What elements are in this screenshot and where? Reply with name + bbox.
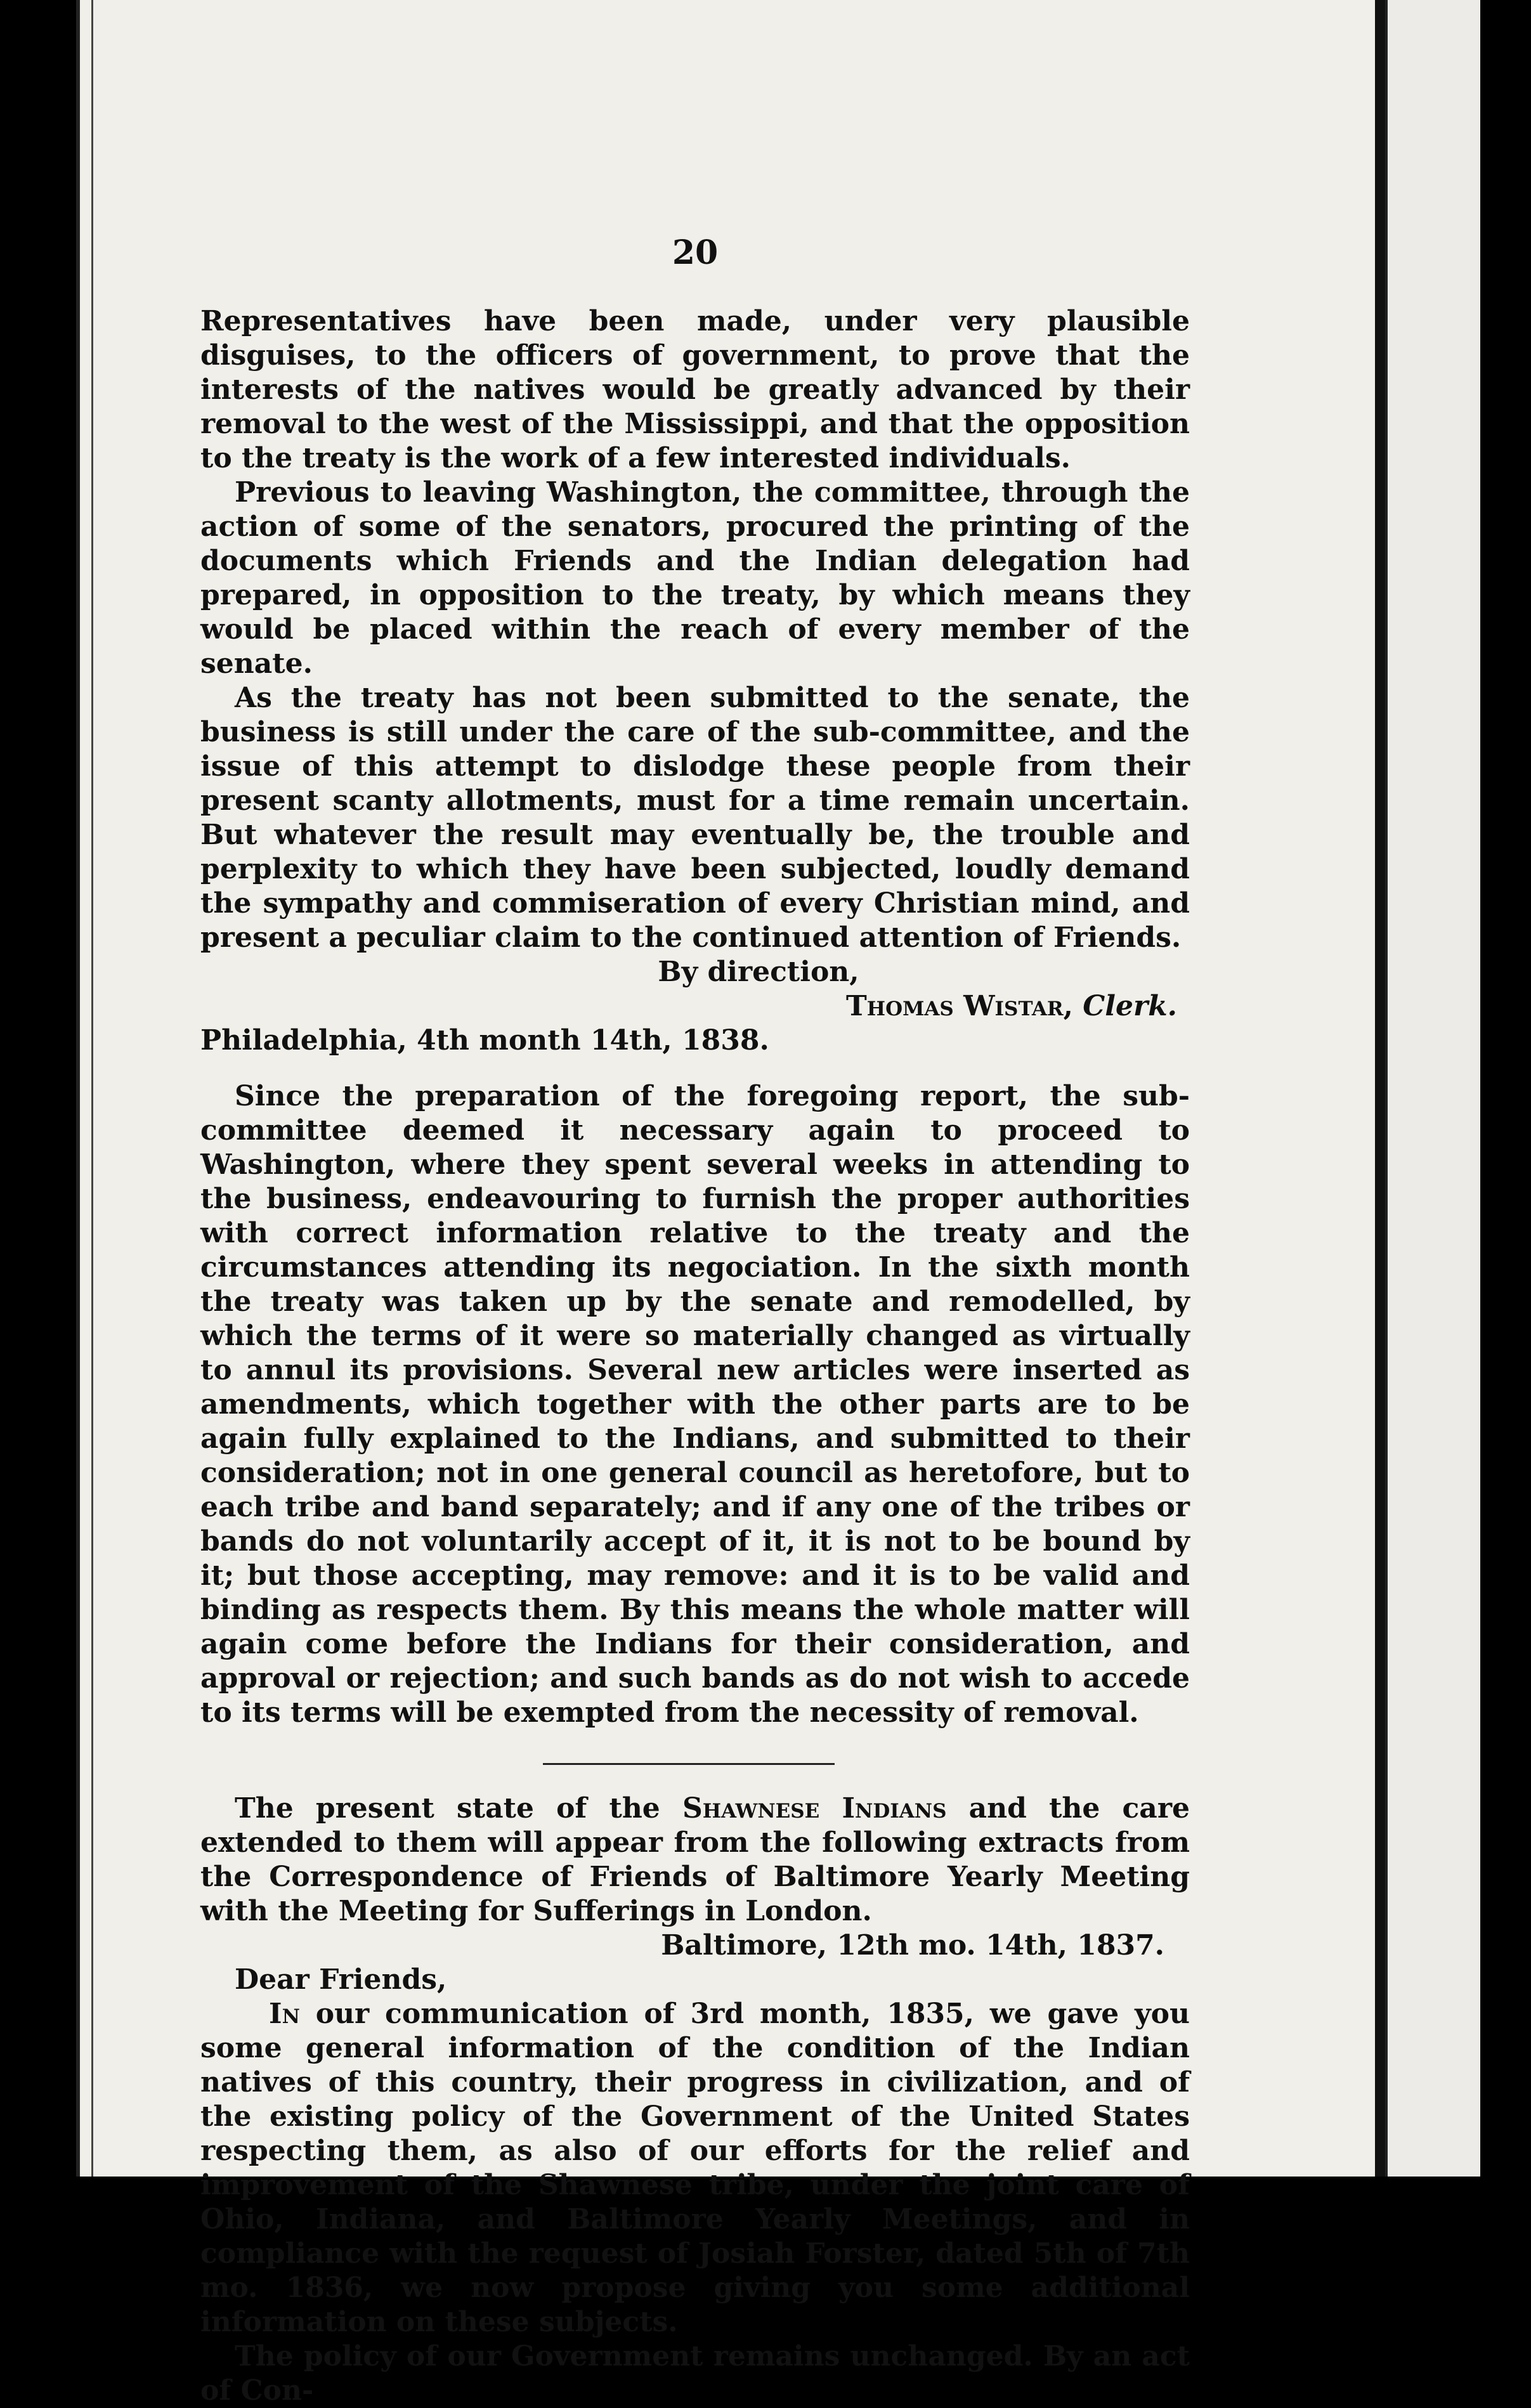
facing-page-edge xyxy=(1385,0,1480,2177)
by-direction: By direction, xyxy=(658,956,859,988)
paragraph-6-lead: In xyxy=(269,1998,300,2030)
paragraph-1: Representatives have been made, under very plausible disguises, to the officers of government, to prove that the interests of the natives would be greatly advanced by their removal to the west of the Mississippi, and that the opposition to the treaty is the work of a few interested individuals. xyxy=(200,305,1190,474)
paragraph-6 xyxy=(200,1997,1190,2340)
page-number: 20 xyxy=(672,233,719,272)
paragraph-2: Previous to leaving Washington, the committee, through the action of some of the senators, procured the printing of the documents which Friends and the Indian delegation had prepared, in opposition to the treaty, by which means they would be placed within the reach of every member of the senate. xyxy=(200,476,1190,680)
paragraph-5-text-a: The present state of the xyxy=(235,1792,682,1825)
paragraph-5 xyxy=(200,1792,1190,1929)
signature xyxy=(200,989,1190,1024)
section-divider xyxy=(543,1763,835,1765)
dateline: Philadelphia, 4th month 14th, 1838. xyxy=(200,1024,769,1057)
shawnese-indians: Shawnese Indians xyxy=(682,1792,947,1825)
page-gutter-line xyxy=(91,0,93,2177)
paragraph-5-text-b: and the care extended to them will appear from the following extracts from the Correspondence of Friends of Baltimore Yearly Meeting with the Meeting for Sufferings in London. xyxy=(200,1792,1190,1927)
paragraph-7: The policy of our Government remains unchanged. By an act of Con- xyxy=(200,2340,1190,2407)
page-text xyxy=(200,233,1190,2408)
salutation: Dear Friends, xyxy=(235,1963,447,1996)
paragraph-4: Since the preparation of the foregoing report, the sub-committee deemed it necessary again to proceed to Washington, where they spent several weeks in attending to the business, endeavouring to furnish the proper authorities with correct information relative to the treaty and the circumstances attending its negociation. In the sixth month the treaty was taken up by the senate and remodelled, by which the terms of it were so materially changed as virtually to annul its provisions. Several new articles were inserted as amendments, which together with the other parts are to be again fully explained to the Indians, and submitted to their consideration; not in one general council as heretofore, but to each tribe and band separately; and if any one of the tribes or bands do not voluntarily accept of it, it is not to be bound by it; but those accepting, may remove: and it is to be valid and binding as respects them. By this means the whole matter will again come before the Indians for their consideration, and approval or rejection; and such bands as do not wish to accede to its terms will be exempted from the necessity of removal. xyxy=(200,1080,1190,1729)
page-edge-shadow xyxy=(1375,0,1385,2177)
facing-page-rule xyxy=(1385,0,1388,2177)
letter-date: Baltimore, 12th mo. 14th, 1837. xyxy=(661,1929,1164,1962)
paragraph-3: As the treaty has not been submitted to the senate, the business is still under the care of the sub-committee, and the issue of this attempt to dislodge these people from their present scanty allotments, must for a time remain uncertain. But whatever the result may eventually be, the trouble and perplexity to which they have been subjected, loudly demand the sympathy and commiseration of every Christian mind, and present a peculiar claim to the continued attention of Friends. xyxy=(200,682,1190,954)
paragraph-6-text: our communication of 3rd month, 1835, we gave you some general information of the condition of the Indian natives of this country, their progress in civilization, and of the existing policy of the Government of the United States respecting them, as also of our efforts for the relief and improvement of the Shawnese tribe, under the joint care of Ohio, Indiana, and Baltimore Yearly Meetings, and in compliance with the request of Josiah Forster, dated 5th of 7th mo. 1836, we now propose giving you some additional information on these subjects. xyxy=(200,1998,1190,2338)
signer-name: Thomas Wistar, xyxy=(846,990,1073,1022)
signer-title: Clerk. xyxy=(1083,990,1177,1022)
